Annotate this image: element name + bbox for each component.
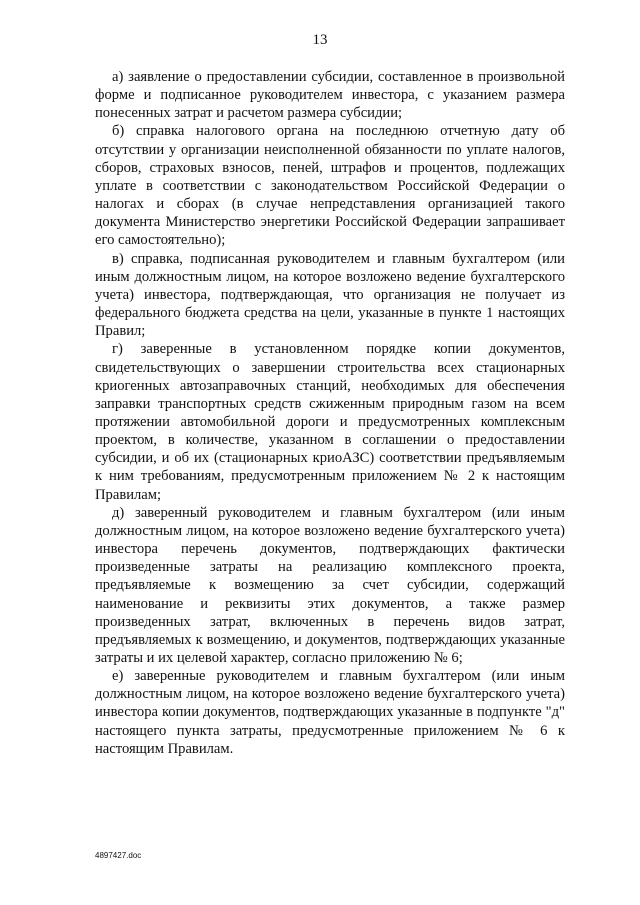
document-body [95, 68, 565, 758]
paragraph-a: а) заявление о предоставлении субсидии, составленное в произвольной форме и подписанное руководителем инвестора, с указанием размера понесенных затрат и расчетом размера субсидии; [95, 69, 565, 122]
paragraph-d: д) заверенный руководителем и главным бухгалтером (или иным должностным лицом, на которое возложено ведение бухгалтерского учета) инвестора перечень документов, подтверждающих фактически произведенные затраты на реализацию комплексного проекта, предъявляемые к возмещению за счет субсидии, содержащий наименование и реквизиты этих документов, а также размер произведенных затрат, включенных в перечень видов затрат, предъявляемых к возмещению, и документов, подтверждающих указанные затраты и их целевой характер, согласно приложению № 6; [95, 504, 565, 666]
document-file-reference: 4897427.doc [95, 851, 142, 860]
paragraph-e: е) заверенные руководителем и главным бухгалтером (или иным должностным лицом, на которое возложено ведение бухгалтерского учета) инвестора копии документов, подтверждающих указанные в подпункте "д" настоящего пункта затраты, предусмотренные приложением № 6 к настоящим Правилам. [95, 668, 565, 757]
paragraph-b: б) справка налогового органа на последнюю отчетную дату об отсутствии у организации неисполненной обязанности по уплате налогов, сборов, страховых взносов, пеней, штрафов и процентов, подлежащих уплате в соответствии с законодательством Российской Федерации о налогах и сборах (в случае непредставления организацией такого документа Министерство энергетики Российской Федерации запрашивает его самостоятельно); [95, 123, 565, 249]
page-number: 13 [312, 32, 328, 48]
paragraph-v: в) справка, подписанная руководителем и главным бухгалтером (или иным должностным лицом, на которое возложено ведение бухгалтерского учета) инвестора, подтверждающая, что организация не получает из федерального бюджета средства на цели, указанные в пункте 1 настоящих Правил; [95, 250, 565, 340]
paragraph-g: г) заверенные в установленном порядке копии документов, свидетельствующих о завершении строительства всех стационарных криогенных автозаправочных станций, необходимых для обеспечения заправки транспортных средств сжиженным природным газом на всем протяжении автомобильной дороги и предусмотренных комплексным проектом, в количестве, указанном в соглашении о предоставлении субсидии, и об их (стационарных криоАЗС) соответствии предъявляемым к ним требованиям, предусмотренным приложением № 2 к настоящим Правилам; [95, 341, 565, 503]
